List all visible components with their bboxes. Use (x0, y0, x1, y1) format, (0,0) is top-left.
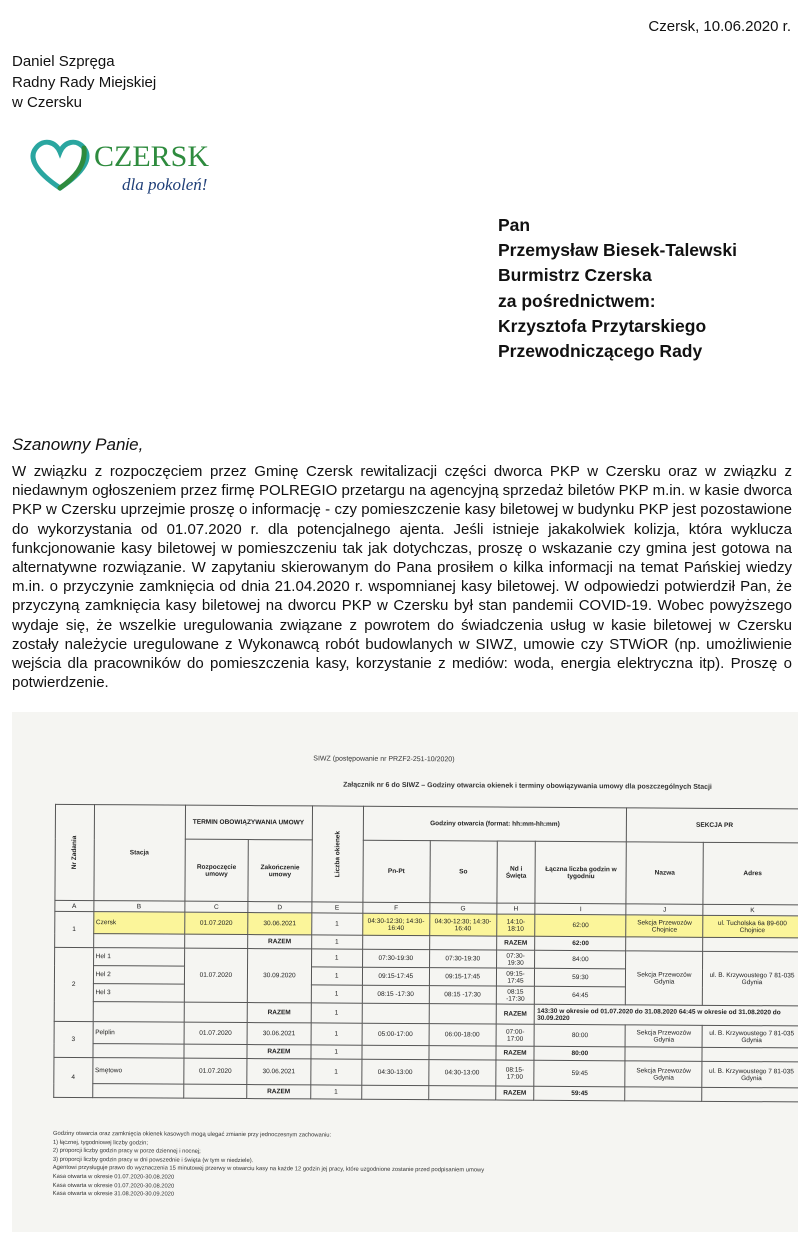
window-count: 1 (310, 1059, 361, 1085)
weekly-hours: 62:00 (535, 936, 626, 951)
col-letter: D (248, 902, 311, 913)
th-sekcja: SEKCJA PR (627, 808, 798, 843)
window-count: 1 (311, 913, 362, 935)
footnote: Agentowi przysługuje prawo do wyznaczenia 15 minutowej przerwy w otwarciu kasy na każde 12 godzin jej pracy, które uzgodnione zostanie przed podpisaniem umowy (52, 1165, 485, 1174)
hours-pnpt: 07:30-19:30 (362, 949, 429, 967)
hours-so: 07:30-19:30 (429, 950, 496, 968)
start-date: 01.07.2020 (184, 948, 248, 1002)
window-count: 1 (311, 1003, 362, 1023)
hours-pnpt: 04:30-12:30; 14:30-16:40 (363, 913, 430, 935)
letter-body: W związku z rozpoczęciem przez Gminę Czersk rewitalizacji części dworca PKP w Czersku oraz w związku z niedawnym ogłoszeniem przez firmę POLREGIO przetargu na agencyjną sprzedaż biletów PKP m.in. w kasie dworca PKP w Czersku uprzejmie proszę o informację - czy pomieszczenie kasy biletowej w budynku PKP jest pozostawione do wykorzystania od 01.07.2020 r. dla potencjalnego ajenta. Jeśli istnieje jakakolwiek kolizja, która wyklucza funkcjonowanie kasy biletowej w pomieszczeniu tak jak dotychczas, proszę o wskazanie czy gmina jest gotowa na alternatywne rozwiązanie. W zapytaniu skierowanym do Pana prosiłem o kilka informacji na temat Pańskiej wiedzy m.in. o przyczynie zamknięcia od dnia 21.04.2020 r. wspomnianej kasy biletowej. W odpowiedzi potwierdził Pan, że przyczyną zamknięcia kasy biletowej na dworcu PKP w Czersku był stan pandemii COVID-19. Wobec powyższego wydaje się, że wszelkie uregulowania związane z powrotem do świadczenia usług w kasie biletowej w Czersku zostały należycie uregulowane z Wykonawcą robót budowlanych w SIWZ, umowie czy STWiOR (np. umożliwienie wejścia dla pracowników do pomieszczenia kasy, korzystanie z mediów: woda, energia elektryczna itp). Proszę o potwierdzenie. (12, 463, 792, 692)
hours-pnpt: 05:00-17:00 (362, 1023, 429, 1045)
station-name: Smętowo (92, 1058, 183, 1085)
window-count: 1 (311, 935, 362, 949)
weekly-hours: 59:45 (534, 1060, 625, 1087)
end-date: 30.06.2021 (247, 1023, 310, 1045)
station-name: Hel 1 (93, 948, 184, 967)
footnotes (53, 1130, 485, 1201)
window-count: 1 (311, 1023, 362, 1045)
schedule-table (53, 804, 798, 1103)
col-letter: H (496, 903, 535, 914)
razem-label: RAZEM (247, 1045, 310, 1059)
col-letter: C (184, 901, 248, 912)
station-name: Hel 2 (93, 966, 184, 985)
th-stacja: Stacja (94, 805, 186, 902)
logo-text-sub: dla pokoleń! (122, 175, 208, 194)
footnote: Kasa otwarta w okresie 01.07.2020-30.08.2020 (52, 1182, 175, 1190)
scanned-attachment (12, 712, 798, 1232)
footnote: Kasa otwarta w okresie 01.07.2020-30.08.2020 (52, 1173, 175, 1181)
recipient-line: Pan (498, 215, 531, 235)
weekly-hours: 62:00 (535, 914, 626, 937)
razem-label: RAZEM (496, 936, 535, 950)
task-nr: 1 (55, 911, 94, 947)
th-laczna: Łączna liczba godzin w tygodniu (535, 841, 626, 904)
th-nr: Nr Zadania (70, 835, 79, 870)
recipient-line: za pośrednictwem: (498, 290, 656, 311)
th-godziny: Godziny otwarcia (format: hh:mm-hh:mm) (363, 806, 627, 842)
scan-reference: SIWZ (postępowanie nr PRZF2-251-10/2020) (313, 755, 455, 764)
section-address: ul. Tucholska 6a 89-600 Chojnice (703, 915, 798, 938)
start-date: 01.07.2020 (184, 1022, 248, 1044)
letter-date: Czersk, 10.06.2020 r. (648, 18, 791, 35)
hours-pnpt: 08:15 -17:30 (362, 985, 429, 1003)
footnote: 2) proporcji liczby godzin pracy w porze dziennej i nocnej; (52, 1148, 201, 1155)
sender-block (12, 52, 156, 114)
weekly-hours: 80:00 (534, 1024, 625, 1047)
hours-nd: 14:10-18:10 (496, 914, 535, 936)
col-letter: K (703, 904, 798, 916)
footnote: Kasa otwarta w okresie 31.08.2020-30.09.2020 (52, 1191, 175, 1198)
section-address: ul. B. Krzywoustego 7 81-035 Gdynia (702, 1061, 798, 1088)
razem-label: RAZEM (495, 1086, 534, 1100)
hours-so: 09:15-17:45 (429, 968, 496, 986)
th-rozpoczecie: Rozpoczęcie umowy (185, 839, 249, 901)
hours-nd: 08:15 -17:30 (496, 986, 535, 1004)
end-date: 30.09.2020 (248, 949, 312, 1003)
station-name: Pelplin (93, 1022, 184, 1045)
logo-text-main: CZERSK (94, 140, 210, 173)
sender-place: w Czersku (12, 94, 83, 111)
razem-label: RAZEM (247, 1003, 310, 1023)
start-date: 01.07.2020 (184, 912, 248, 934)
weekly-hours: 84:00 (535, 950, 626, 969)
th-zakonczenie: Zakończenie umowy (248, 840, 312, 902)
footnote: 1) łącznej, tygodniowej liczby godzin; (52, 1139, 149, 1147)
col-letter: J (626, 904, 703, 915)
recipient-line: Burmistrz Czerska (498, 265, 652, 286)
col-letter: B (93, 901, 184, 913)
hours-pnpt: 09:15-17:45 (362, 967, 429, 985)
hours-so: 08:15 -17:30 (429, 986, 496, 1004)
th-so: So (430, 841, 497, 903)
task-nr: 4 (54, 1057, 93, 1097)
section-address: ul. B. Krzywoustego 7 81-035 Gdynia (702, 951, 798, 1006)
task-nr: 3 (54, 1021, 93, 1057)
section-name: Sekcja Przewozów Gdynia (626, 951, 703, 1005)
station-name: Czersk (93, 912, 184, 935)
weekly-hours: 59:30 (535, 968, 626, 987)
weekly-hours-note: 143:30 w okresie od 01.07.2020 do 31.08.2020 64:45 w okresie od 31.08.2020 do 30.09.2020 (535, 1004, 798, 1026)
hours-so: 04:30-12:30; 14:30-16:40 (429, 914, 496, 936)
razem-label: RAZEM (496, 1004, 535, 1024)
hours-nd: 07:00-17:00 (496, 1024, 535, 1046)
weekly-hours: 64:45 (535, 986, 626, 1005)
section-name: Sekcja Przewozów Chojnice (626, 915, 703, 937)
section-name: Sekcja Przewozów Gdynia (625, 1025, 702, 1047)
th-nazwa: Nazwa (626, 842, 703, 904)
hours-so: 06:00-18:00 (429, 1024, 496, 1046)
col-letter: F (363, 902, 430, 913)
footnote: Godziny otwarcia oraz zamknięcia okienek kasowych mogą ulegać zmianie przy jednoczesnym zachowaniu: (52, 1130, 332, 1139)
hours-nd: 08:15-17:00 (495, 1060, 534, 1086)
greeting: Szanowny Panie, (12, 435, 144, 454)
recipient-line: Krzysztofa Przytarskiego (498, 315, 707, 336)
window-count: 1 (311, 967, 362, 985)
th-pnpt: Pn-Pt (363, 840, 430, 902)
window-count: 1 (311, 1045, 362, 1059)
razem-label: RAZEM (496, 1046, 535, 1060)
sender-name: Daniel Szpręga (12, 53, 115, 70)
razem-label: RAZEM (248, 935, 311, 949)
recipient-line: Przemysław Biesek-Talewski (498, 240, 737, 261)
czersk-logo (26, 132, 246, 202)
section-address: ul. B. Krzywoustego 7 81-035 Gdynia (702, 1025, 798, 1048)
window-count: 1 (311, 985, 362, 1003)
hours-so: 04:30-13:00 (429, 1060, 496, 1086)
th-adres: Adres (703, 842, 798, 905)
sender-title: Radny Rady Miejskiej (12, 73, 157, 91)
window-count: 1 (311, 949, 362, 967)
col-letter: A (55, 900, 94, 911)
th-termin: TERMIN OBOWIĄZYWANIA UMOWY (185, 805, 312, 840)
heart-icon (26, 132, 246, 202)
scan-subtitle: Załącznik nr 6 do SIWZ – Godziny otwarcia okienek i terminy obowiązywania umowy dla poszczególnych Stacji (343, 781, 712, 791)
start-date: 01.07.2020 (183, 1058, 247, 1084)
hours-nd: 09:15-17:45 (496, 968, 535, 986)
recipient-block (498, 213, 737, 364)
th-nd: Nd i Święta (497, 841, 536, 903)
weekly-hours: 80:00 (534, 1046, 625, 1061)
hours-pnpt: 04:30-13:00 (362, 1059, 429, 1085)
window-count: 1 (310, 1085, 361, 1099)
razem-label: RAZEM (247, 1085, 310, 1099)
end-date: 30.06.2021 (247, 1059, 310, 1085)
col-letter: G (430, 903, 497, 914)
station-name: Hel 3 (93, 984, 184, 1003)
weekly-hours: 59:45 (534, 1086, 625, 1101)
col-letter: E (311, 902, 362, 913)
footnote: 3) proporcji liczby godzin pracy w dni powszednie i święta (w tym w niedziele). (52, 1156, 254, 1164)
end-date: 30.06.2021 (248, 913, 311, 935)
task-nr: 2 (54, 947, 93, 1021)
recipient-line: Przewodniczącego Rady (498, 341, 703, 362)
th-liczba: Liczba okienek (333, 830, 342, 878)
col-letter: I (535, 903, 626, 915)
hours-nd: 07:30-19:30 (496, 950, 535, 968)
section-name: Sekcja Przewozów Gdynia (625, 1061, 702, 1087)
